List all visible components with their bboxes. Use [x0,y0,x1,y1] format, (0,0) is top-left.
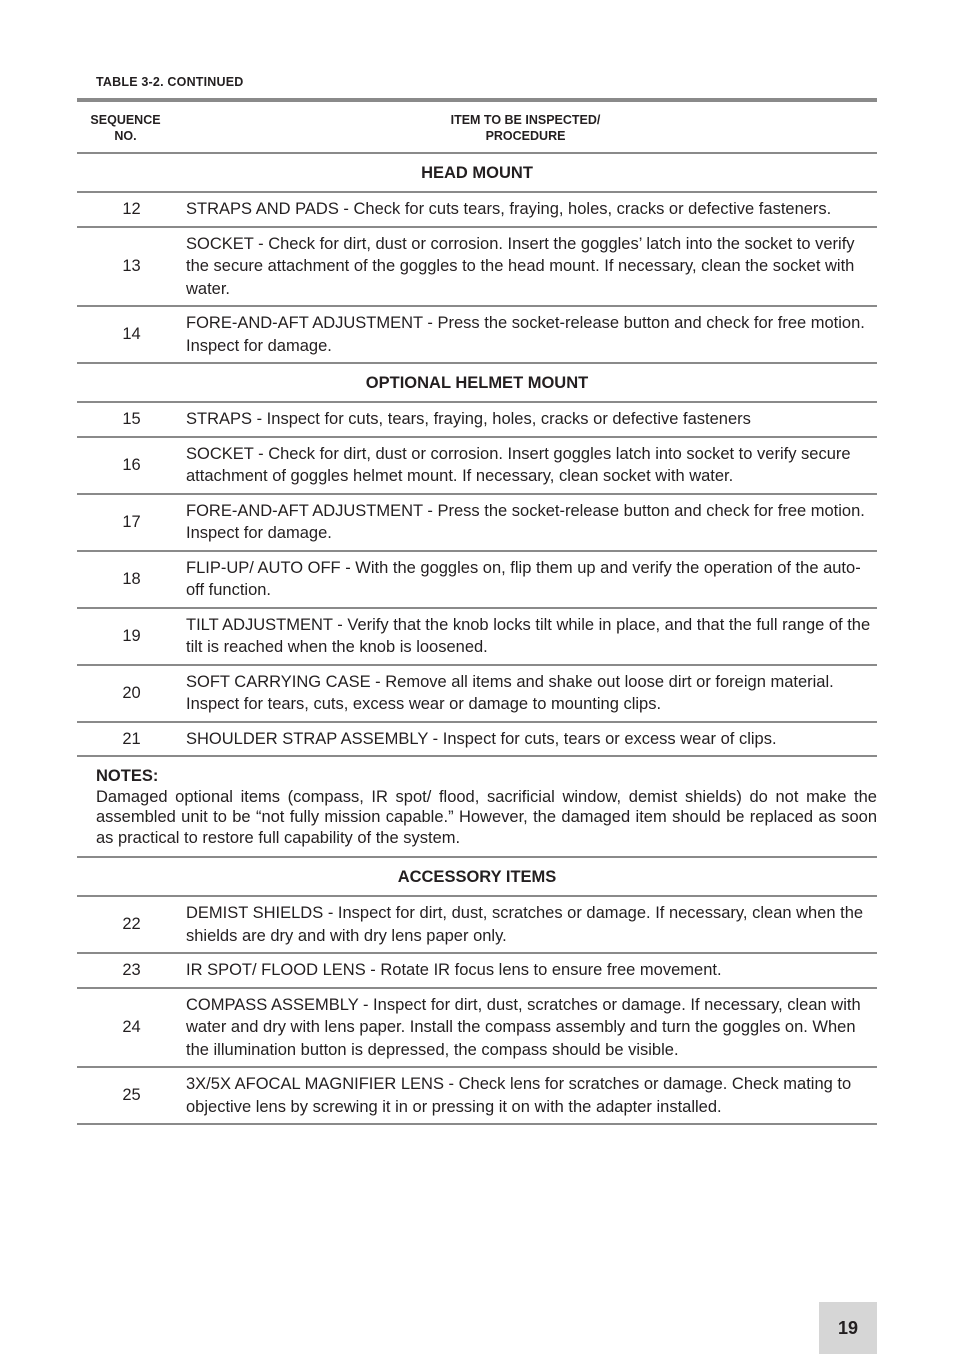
sequence-number: 13 [122,257,141,275]
sequence-number: 25 [122,1086,141,1105]
page-number: 19 [819,1302,877,1354]
section-helmet-mount-title: OPTIONAL HELMET MOUNT [77,364,877,403]
column-header-row [77,102,877,154]
sequence-number: 23 [122,961,141,979]
inspection-procedure: IR SPOT/ FLOOD LENS - Rotate IR focus lens to ensure free movement. [186,961,722,979]
sequence-number: 15 [122,410,141,428]
inspection-procedure: SOCKET - Check for dirt, dust or corrosion. Insert the goggles’ latch into the socket to verify the secure attachment of the goggles to the head mount. If necessary, clean the socket with water. [186,234,855,298]
table-row [77,723,877,758]
inspection-procedure: FORE-AND-AFT ADJUSTMENT - Press the socket-release button and check for free motion. Inspect for damage. [186,501,865,542]
notes-label: NOTES: [96,767,159,785]
sequence-number: 18 [122,569,141,588]
table-row [77,1068,877,1125]
column-header-sequence-line2: NO. [114,129,137,143]
inspection-procedure: COMPASS ASSEMBLY - Inspect for dirt, dust, scratches or damage. If necessary, clean with water and dry with lens paper. Install the compass assembly and turn the goggles on. When the illumination button is depressed, the compass should be visible. [186,995,861,1059]
inspection-procedure: TILT ADJUSTMENT - Verify that the knob locks tilt while in place, and that the full range of the tilt is reached when the knob is loosened. [186,615,871,656]
sequence-number: 22 [122,915,141,934]
table-row [77,989,877,1069]
inspection-table [77,98,877,1125]
table-row [77,666,877,723]
table-row [77,609,877,666]
table-row [77,228,877,308]
inspection-procedure: FLIP-UP/ AUTO OFF - With the goggles on, flip them up and verify the operation of the auto-off function. [186,558,861,599]
table-row [77,954,877,989]
table-row [77,193,877,228]
sequence-number: 19 [122,626,141,645]
inspection-procedure: DEMIST SHIELDS - Inspect for dirt, dust, scratches or damage. If necessary, clean when the shields are dry and with dry lens paper only. [186,904,864,945]
sequence-number: 24 [122,1018,141,1036]
inspection-procedure: SHOULDER STRAP ASSEMBLY - Inspect for cuts, tears or excess wear of clips. [186,729,777,748]
column-header-item [174,102,877,152]
table-row [77,307,877,364]
column-header-item-line1: ITEM TO BE INSPECTED/ [450,113,601,127]
section-accessory-items-title: ACCESSORY ITEMS [77,858,877,897]
inspection-procedure: STRAPS AND PADS - Check for cuts tears, fraying, holes, cracks or defective fasteners. [186,200,832,218]
notes-body: Damaged optional items (compass, IR spot/ flood, sacrificial window, demist shields) do not make the assembled unit to be “not fully mission capable.” However, the damaged item should be replaced as soon as practical to restore full capability of the system. [96,787,877,847]
table-row [77,495,877,552]
notes-block [77,757,877,858]
sequence-number: 20 [122,683,141,702]
column-header-sequence [77,102,174,152]
inspection-procedure: FORE-AND-AFT ADJUSTMENT - Press the socket-release button and check for free motion. Inspect for damage. [186,314,865,355]
table-row [77,438,877,495]
section-head-mount-title: HEAD MOUNT [77,154,877,193]
table-row [77,552,877,609]
column-header-item-line2: PROCEDURE [485,129,566,143]
sequence-number: 12 [122,200,141,218]
sequence-number: 14 [122,325,141,344]
inspection-procedure: 3X/5X AFOCAL MAGNIFIER LENS - Check lens for scratches or damage. Check mating to objective lens by screwing it in or pressing it on with the adapter installed. [186,1075,852,1116]
table-row [77,897,877,954]
column-header-sequence-line1: SEQUENCE [90,113,161,127]
sequence-number: 17 [122,512,141,531]
inspection-procedure: STRAPS - Inspect for cuts, tears, fraying, holes, cracks or defective fasteners [186,410,751,428]
table-row [77,403,877,438]
inspection-procedure: SOCKET - Check for dirt, dust or corrosion. Insert goggles latch into socket to verify secure attachment of goggles helmet mount. If necessary, clean socket with water. [186,444,851,485]
sequence-number: 21 [122,729,141,748]
inspection-procedure: SOFT CARRYING CASE - Remove all items and shake out loose dirt or foreign material. Inspect for tears, cuts, excess wear or damage to mounting clips. [186,672,834,713]
sequence-number: 16 [122,455,141,474]
table-title: TABLE 3-2. CONTINUED [96,75,244,89]
